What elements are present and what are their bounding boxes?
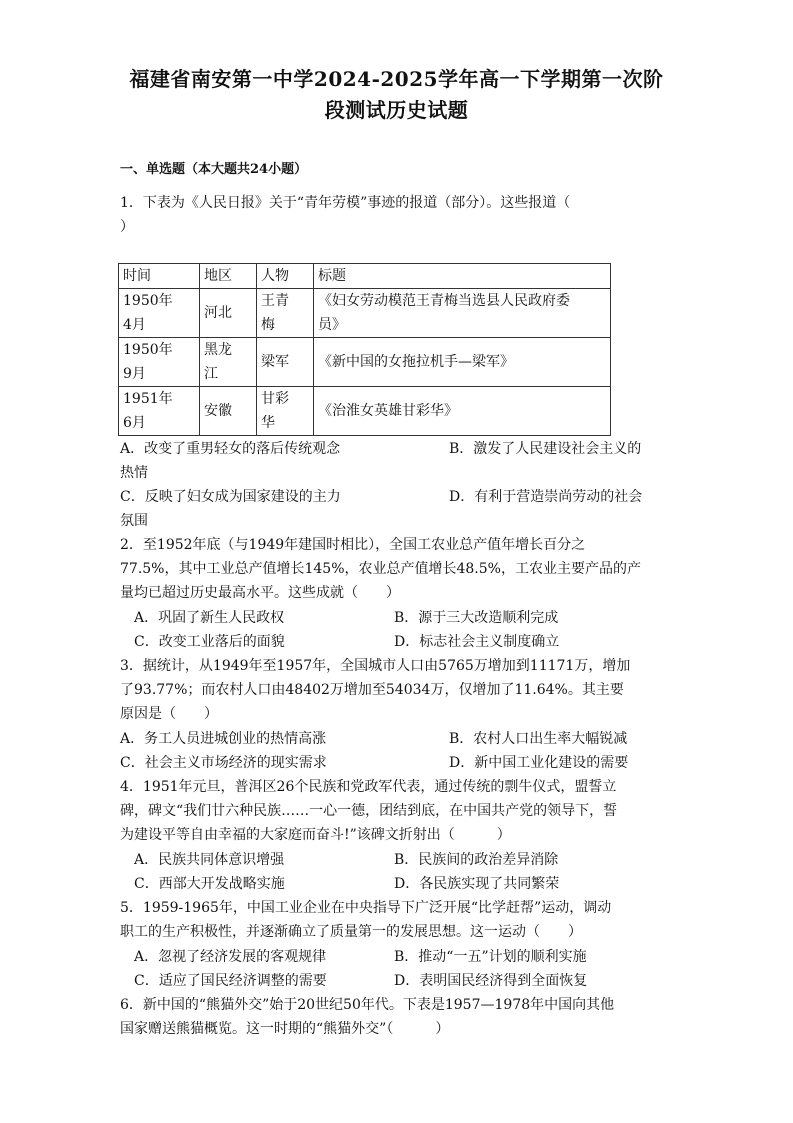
q1-stem-line-2: ） [120, 219, 134, 235]
table-row [119, 289, 611, 338]
q5-stem-line-1: 5．1959-1965年，中国工业企业在中央指导下广泛开展“比学赶帮”运动，调动 [120, 900, 612, 916]
q1-header-time: 时间 [119, 264, 200, 289]
q3-option-d[interactable]: D．新中国工业化建设的需要 [449, 755, 629, 771]
q4-stem-line-1: 4．1951年元旦，普洱区26个民族和党政军代表，通过传统的剽牛仪式，盟誓立 [120, 779, 617, 795]
q4-option-d[interactable]: D．各民族实现了共同繁荣 [394, 876, 560, 892]
q2-option-c[interactable]: C．改变工业落后的面貌 [134, 634, 285, 650]
q2-option-a[interactable]: A．巩固了新生人民政权 [134, 610, 285, 626]
q1-cell-person [257, 387, 314, 436]
table-row [119, 338, 611, 387]
q1-option-d[interactable]: D．有利于营造崇尚劳动的社会 [449, 489, 643, 505]
person-part: 甘彩 [261, 391, 289, 407]
area-part: 江 [204, 366, 218, 382]
q1-cell-area [200, 338, 257, 387]
q2-stem-line-2: 77.5%，其中工业总产值增长145%，农业总产值增长48.5%，工农业主要产品的产 [120, 561, 641, 577]
q3-option-c[interactable]: C．社会主义市场经济的现实需求 [120, 755, 327, 771]
time-part: 6月 [123, 415, 146, 431]
q1-header-area: 地区 [200, 264, 257, 289]
q1-cell-time [119, 338, 200, 387]
q5-stem-line-2: 职工的生产积极性，并逐渐确立了质量第一的发展思想。这一运动（ ） [120, 924, 582, 940]
q3-option-b[interactable]: B．农村人口出生率大幅锐减 [449, 731, 628, 747]
q3-stem-line-3: 原因是（ ） [120, 706, 218, 722]
exam-title-line-2: 段测试历史试题 [324, 98, 469, 122]
q1-cell-person: 梁军 [257, 338, 314, 387]
time-part: 4月 [123, 317, 146, 333]
q6-stem-line-1: 6．新中国的“熊猫外交”始于20世纪50年代。下表是1957—1978年中国向其他 [120, 997, 615, 1013]
person-part: 王青 [261, 293, 289, 309]
q1-cell-time [119, 387, 200, 436]
q1-cell-headline [314, 289, 611, 338]
time-part: 1951年 [123, 391, 173, 407]
q3-stem-line-2: 了93.77%；而农村人口由48402万增加至54034万，仅增加了11.64%。其主要 [120, 682, 624, 698]
q1-cell-area: 河北 [200, 289, 257, 338]
q1-option-d-cont: 氛围 [120, 513, 148, 529]
time-part: 9月 [123, 366, 146, 382]
time-part: 1950年 [123, 342, 173, 358]
q1-table [118, 263, 611, 436]
q1-cell-headline: 《治淮女英雄甘彩华》 [314, 387, 611, 436]
q6-stem-line-2: 国家赠送熊猫概览。这一时期的“熊猫外交”（ ） [120, 1021, 450, 1037]
q1-header-headline: 标题 [314, 264, 611, 289]
q3-option-a[interactable]: A．务工人员进城创业的热情高涨 [120, 731, 327, 747]
q1-option-b-cont: 热情 [120, 465, 148, 481]
q1-option-b[interactable]: B．激发了人民建设社会主义的 [449, 441, 642, 457]
q3-stem-line-1: 3．据统计，从1949年至1957年，全国城市人口由5765万增加到11171万，增加 [120, 658, 631, 674]
q1-table-header-row [119, 264, 611, 289]
person-part: 华 [261, 415, 275, 431]
q1-option-c[interactable]: C．反映了妇女成为国家建设的主力 [120, 489, 341, 505]
q5-option-c[interactable]: C．适应了国民经济调整的需要 [134, 973, 327, 989]
q1-cell-area: 安徽 [200, 387, 257, 436]
q1-cell-time [119, 289, 200, 338]
headline-part: 员》 [318, 317, 346, 333]
q1-stem-line-1: 1．下表为《人民日报》关于“青年劳模”事迹的报道（部分）。这些报道（ [120, 195, 571, 211]
q1-header-person: 人物 [257, 264, 314, 289]
person-part: 梅 [261, 317, 275, 333]
exam-title-line-1: 福建省南安第一中学2024-2025学年高一下学期第一次阶 [129, 67, 664, 91]
q2-option-d[interactable]: D．标志社会主义制度确立 [394, 634, 560, 650]
q4-option-a[interactable]: A．民族共同体意识增强 [134, 852, 285, 868]
q2-stem-line-3: 量均已超过历史最高水平。这些成就（ ） [120, 585, 400, 601]
q1-cell-headline: 《新中国的女拖拉机手—梁军》 [314, 338, 611, 387]
area-part: 黑龙 [204, 342, 232, 358]
q1-cell-person [257, 289, 314, 338]
headline-part: 《妇女劳动模范王青梅当选县人民政府委 [318, 293, 570, 309]
q1-option-a[interactable]: A．改变了重男轻女的落后传统观念 [120, 441, 341, 457]
q4-stem-line-3: 为建设平等自由幸福的大家庭而奋斗!”该碑文折射出（ ） [120, 827, 511, 843]
q2-stem-line-1: 2．至1952年底（与1949年建国时相比），全国工农业总产值年增长百分之 [120, 537, 586, 553]
exam-title [120, 64, 673, 126]
q2-option-b[interactable]: B．源于三大改造顺利完成 [394, 610, 559, 626]
q4-stem-line-2: 碑，碑文“我们廿六种民族……一心一德，团结到底，在中国共产党的领导下，誓 [120, 803, 618, 819]
time-part: 1950年 [123, 293, 173, 309]
q4-option-c[interactable]: C．西部大开发战略实施 [134, 876, 285, 892]
q5-option-b[interactable]: B．推动“一五”计划的顺利实施 [394, 949, 587, 965]
section-heading: 一、单选题（本大题共24小题） [120, 162, 308, 177]
q5-option-a[interactable]: A．忽视了经济发展的客观规律 [134, 949, 327, 965]
table-row [119, 387, 611, 436]
q5-option-d[interactable]: D．表明国民经济得到全面恢复 [394, 973, 588, 989]
q4-option-b[interactable]: B．民族间的政治差异消除 [394, 852, 559, 868]
